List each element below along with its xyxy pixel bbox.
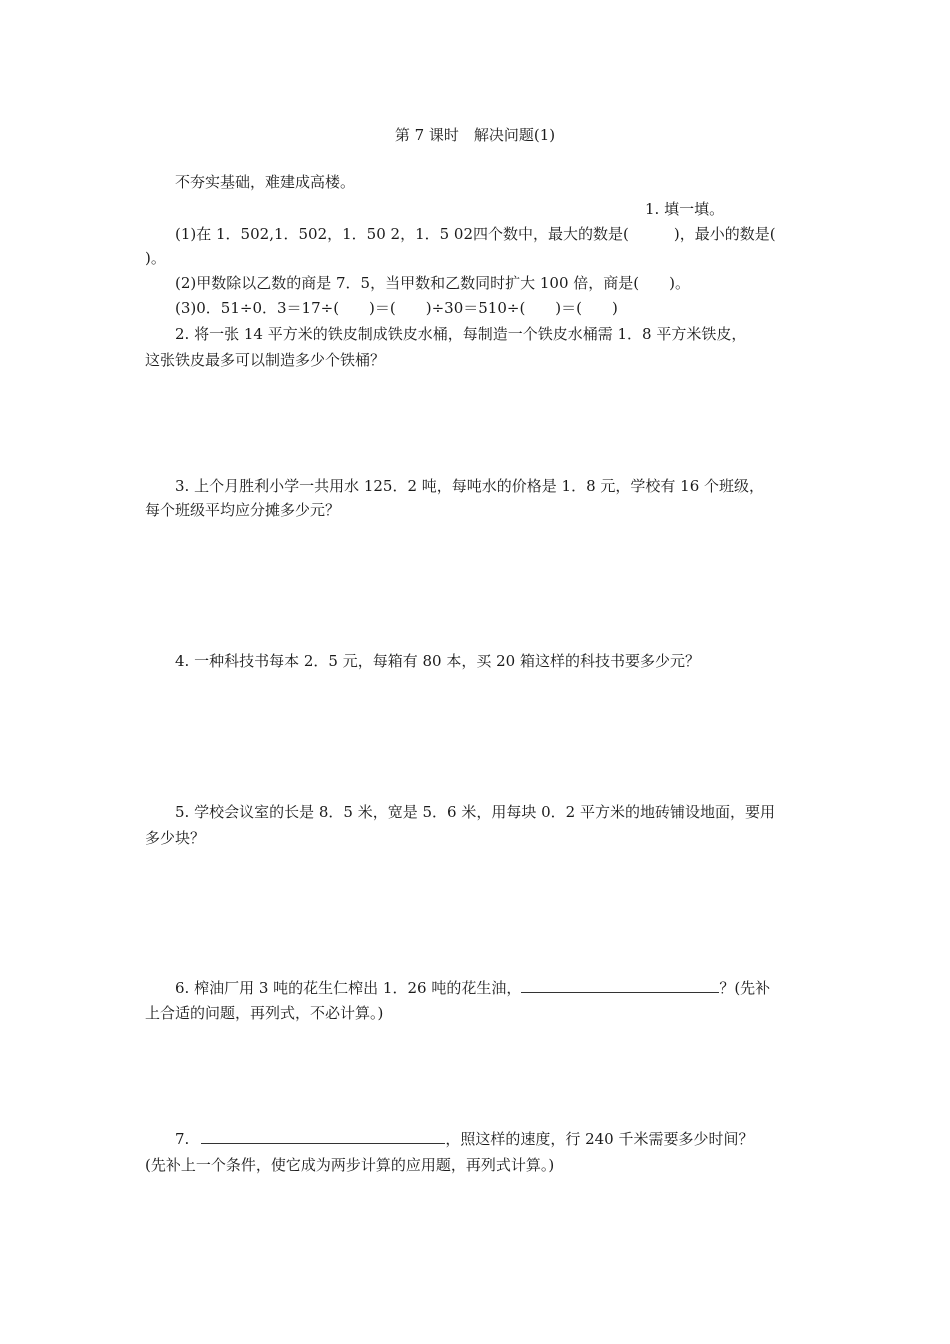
- q1-item1-line1: (1)在 1．502,1．502，1．50 2，1．5 02四个数中，最大的数是( )，最小的数是(: [175, 225, 776, 243]
- q6-suffix: ？(先补: [719, 979, 771, 997]
- q4-line1: 4. 一种科技书每本 2．5 元，每箱有 80 本，买 20 箱这样的科技书要多少元？: [175, 652, 700, 670]
- q7-line2: (先补上一个条件，使它成为两步计算的应用题，再列式计算。): [145, 1156, 555, 1174]
- motto: 不夯实基础，难建成高楼。: [175, 173, 356, 191]
- q7-prefix: 7.: [175, 1130, 190, 1148]
- q7-line1: [175, 1129, 753, 1149]
- q6-line2: 上合适的问题，再列式，不必计算。): [145, 1004, 384, 1022]
- q5-line2: 多少块？: [145, 829, 206, 847]
- q1-item1-line2: )。: [145, 249, 166, 267]
- q1-item3: (3)0．51÷0．3＝17÷( )＝( )÷30＝510÷( )＝( ): [175, 299, 618, 317]
- q6-prefix: 6. 榨油厂用 3 吨的花生仁榨出 1．26 吨的花生油，: [175, 979, 522, 997]
- q2-line2: 这张铁皮最多可以制造多少个铁桶？: [145, 351, 386, 369]
- q6-line1: [175, 978, 770, 998]
- q6-answer-blank[interactable]: [521, 978, 719, 993]
- q7-suffix: ，照这样的速度，行 240 千米需要多少时间？: [445, 1130, 754, 1148]
- q1-heading: 1. 填一填。: [645, 200, 725, 218]
- page-title: 第 7 课时 解决问题(1): [394, 126, 556, 144]
- q3-line1: 3. 上个月胜利小学一共用水 125．2 吨，每吨水的价格是 1．8 元，学校有 16 个班级，: [175, 477, 765, 495]
- q3-line2: 每个班级平均应分摊多少元？: [145, 501, 341, 519]
- q7-condition-blank[interactable]: [201, 1129, 445, 1144]
- q5-line1: 5. 学校会议室的长是 8．5 米，宽是 5．6 米，用每块 0．2 平方米的地砖铺设地面，要用: [175, 803, 775, 821]
- q1-item2: (2)甲数除以乙数的商是 7．5，当甲数和乙数同时扩大 100 倍，商是( )。: [175, 274, 690, 292]
- q2-line1: 2. 将一张 14 平方米的铁皮制成铁皮水桶，每制造一个铁皮水桶需 1．8 平方米铁皮，: [175, 325, 747, 343]
